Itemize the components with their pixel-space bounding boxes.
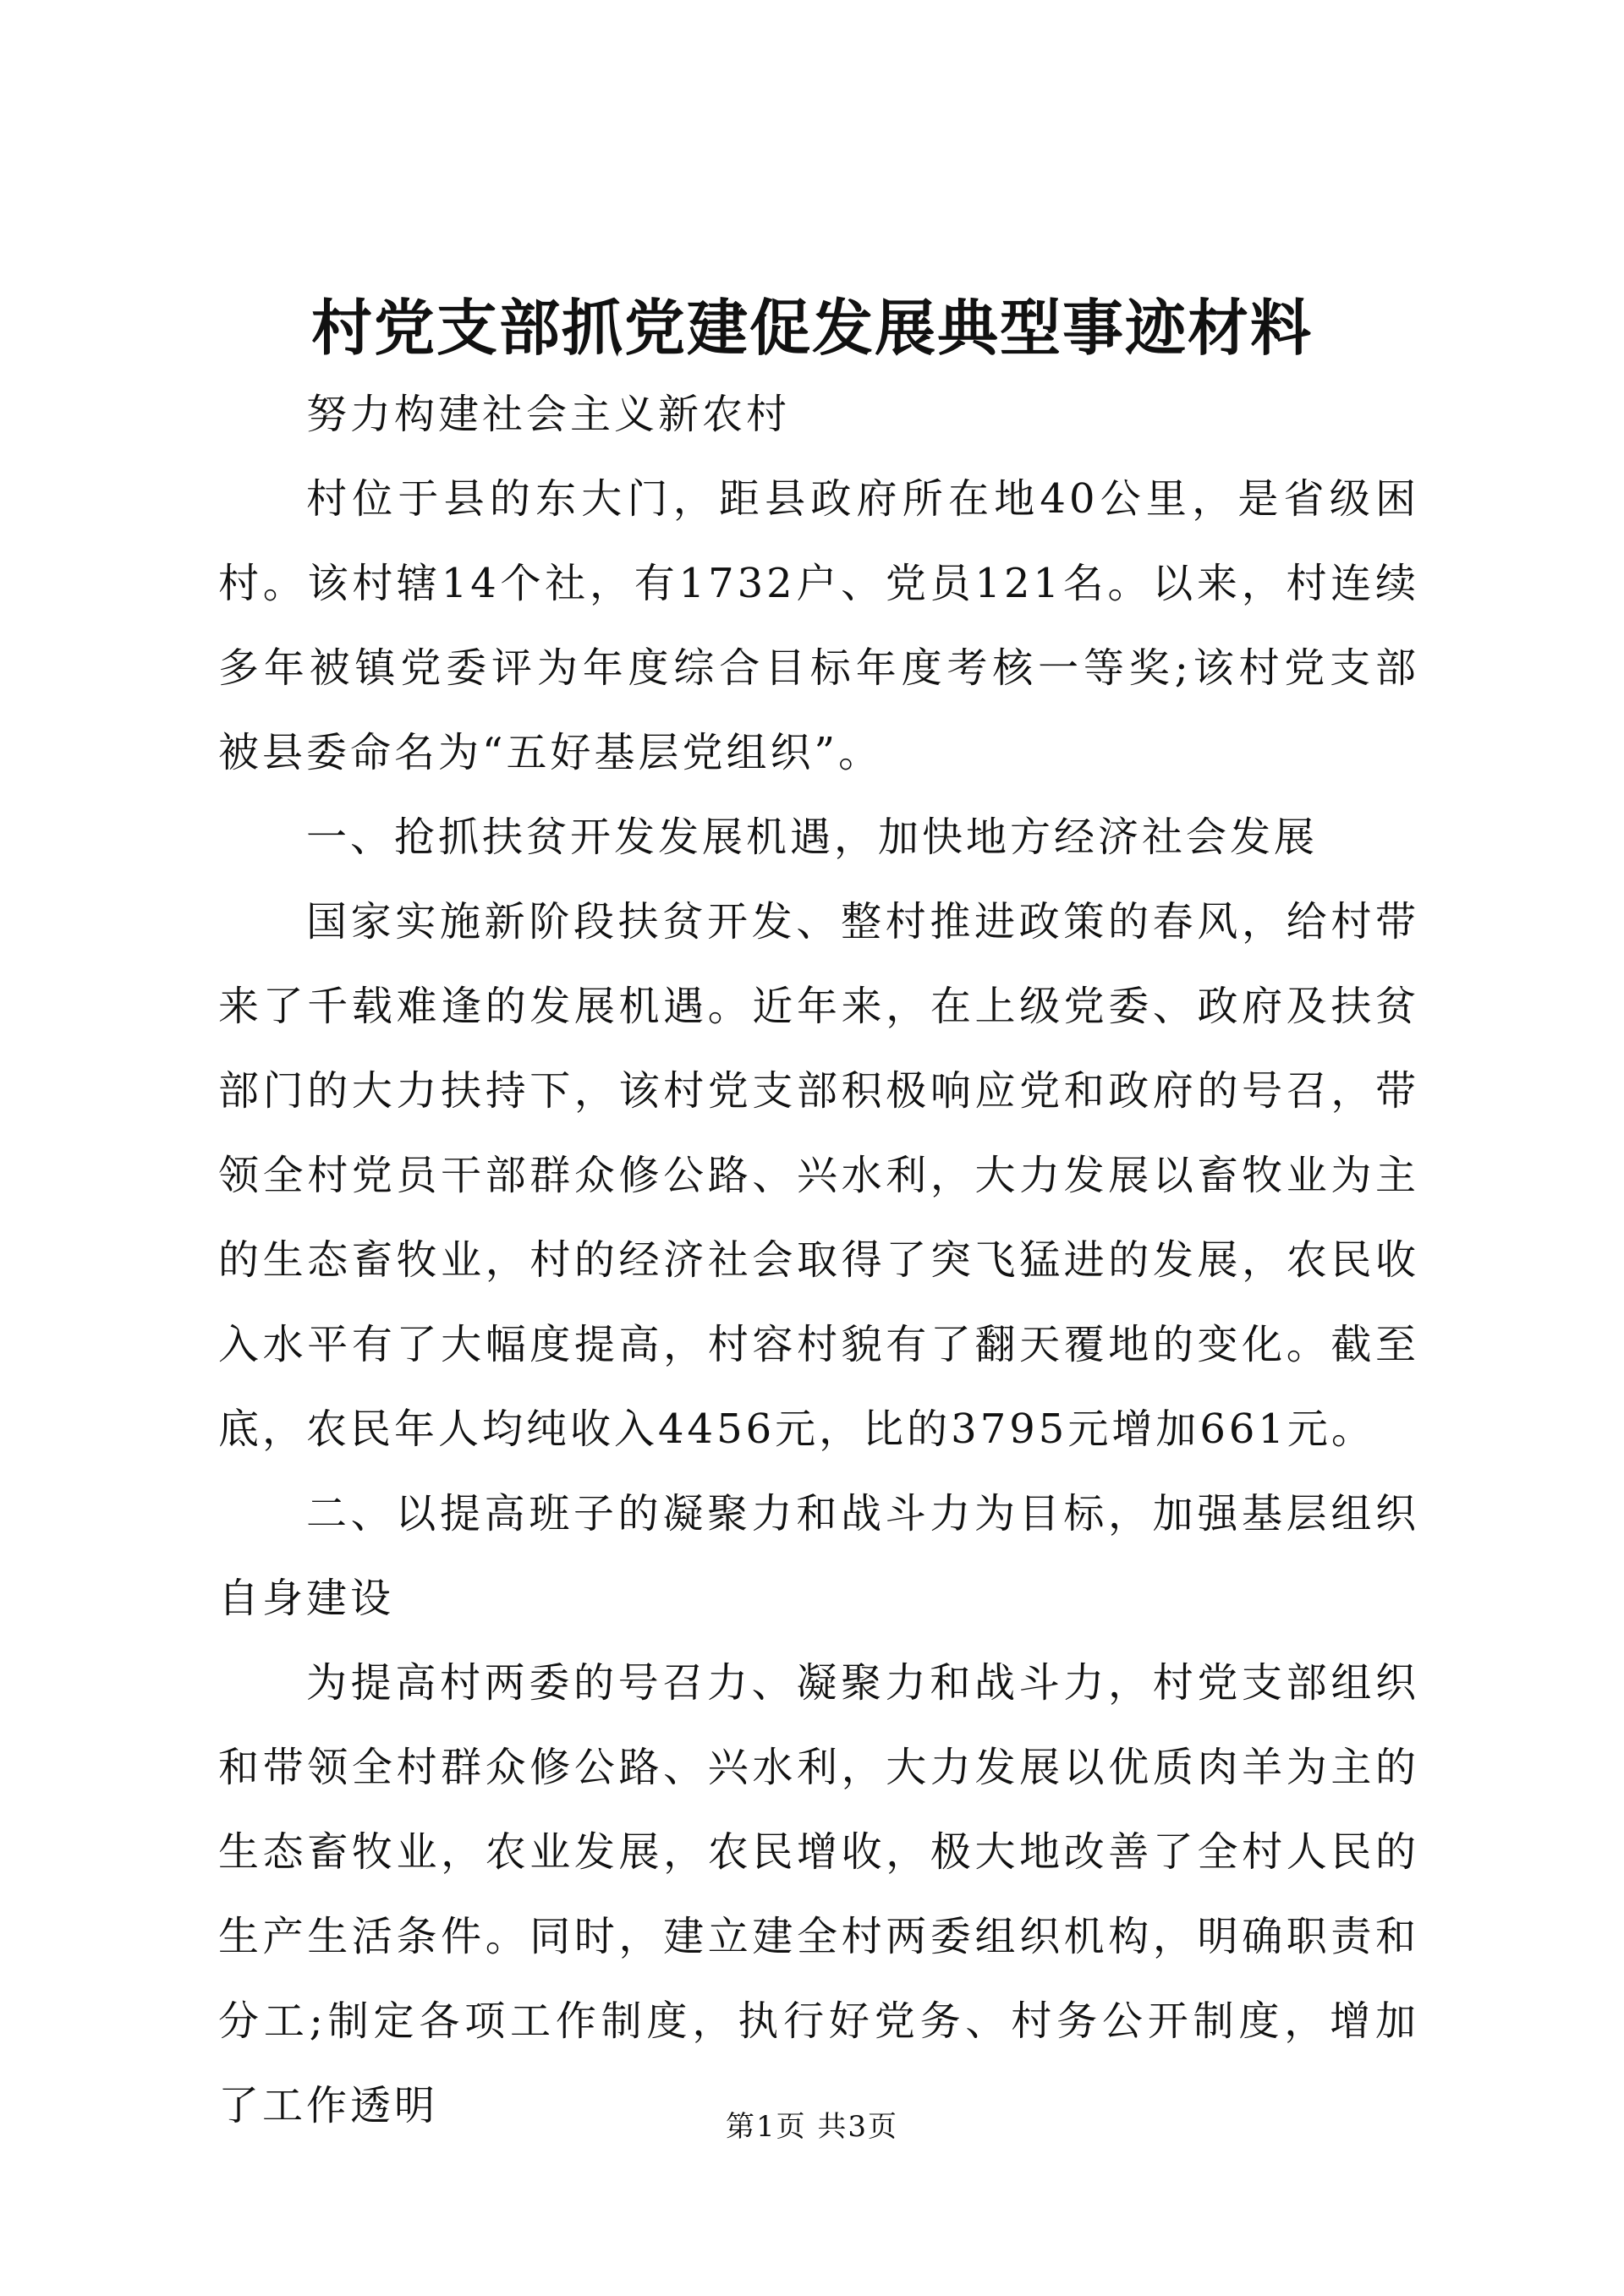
section-heading: 二、以提高班子的凝聚力和战斗力为目标，加强基层组织自身建设 xyxy=(218,1490,1419,1622)
document-title: 村党支部抓党建促发展典型事迹材料 xyxy=(310,292,1313,364)
paragraph: 国家实施新阶段扶贫开发、整村推进政策的春风，给村带来了千载难逢的发展机遇。近年来，在上级党委、政府及扶贫部门的大力扶持下，该村党支部积极响应党和政府的号召，带领全村党员干部群众修公路、兴水利，大力发展以畜牧业为主的生态畜牧业，村的经济社会取得了突飞猛进的发展，农民收入水平有了大幅度提高，村容村貌有了翻天覆地的变化。截至底，农民年人均纯收入4456元，比的3795元增加661元。 xyxy=(218,898,1419,1453)
paragraph: 努力构建社会主义新农村 xyxy=(306,391,791,438)
section-heading: 一、抢抓扶贫开发发展机遇，加快地方经济社会发展 xyxy=(306,814,1319,861)
page-footer: 第1页 共3页 xyxy=(725,2110,899,2144)
document-body xyxy=(218,372,1419,2148)
paragraph: 为提高村两委的号召力、凝聚力和战斗力，村党支部组织和带领全村群众修公路、兴水利，大力发展以优质肉羊为主的生态畜牧业，农业发展，农民增收，极大地改善了全村人民的生产生活条件。同时，建立建全村两委组织机构，明确职责和分工;制定各项工作制度，执行好党务、村务公开制度，增加了工作透明 xyxy=(218,1659,1419,2129)
paragraph: 村位于县的东大门，距县政府所在地40公里，是省级困村。该村辖14个社，有1732户、党员121名。以来，村连续多年被镇党委评为年度综合目标年度考核一等奖;该村党支部被县委命名为“五好基层党组织”。 xyxy=(218,475,1419,776)
